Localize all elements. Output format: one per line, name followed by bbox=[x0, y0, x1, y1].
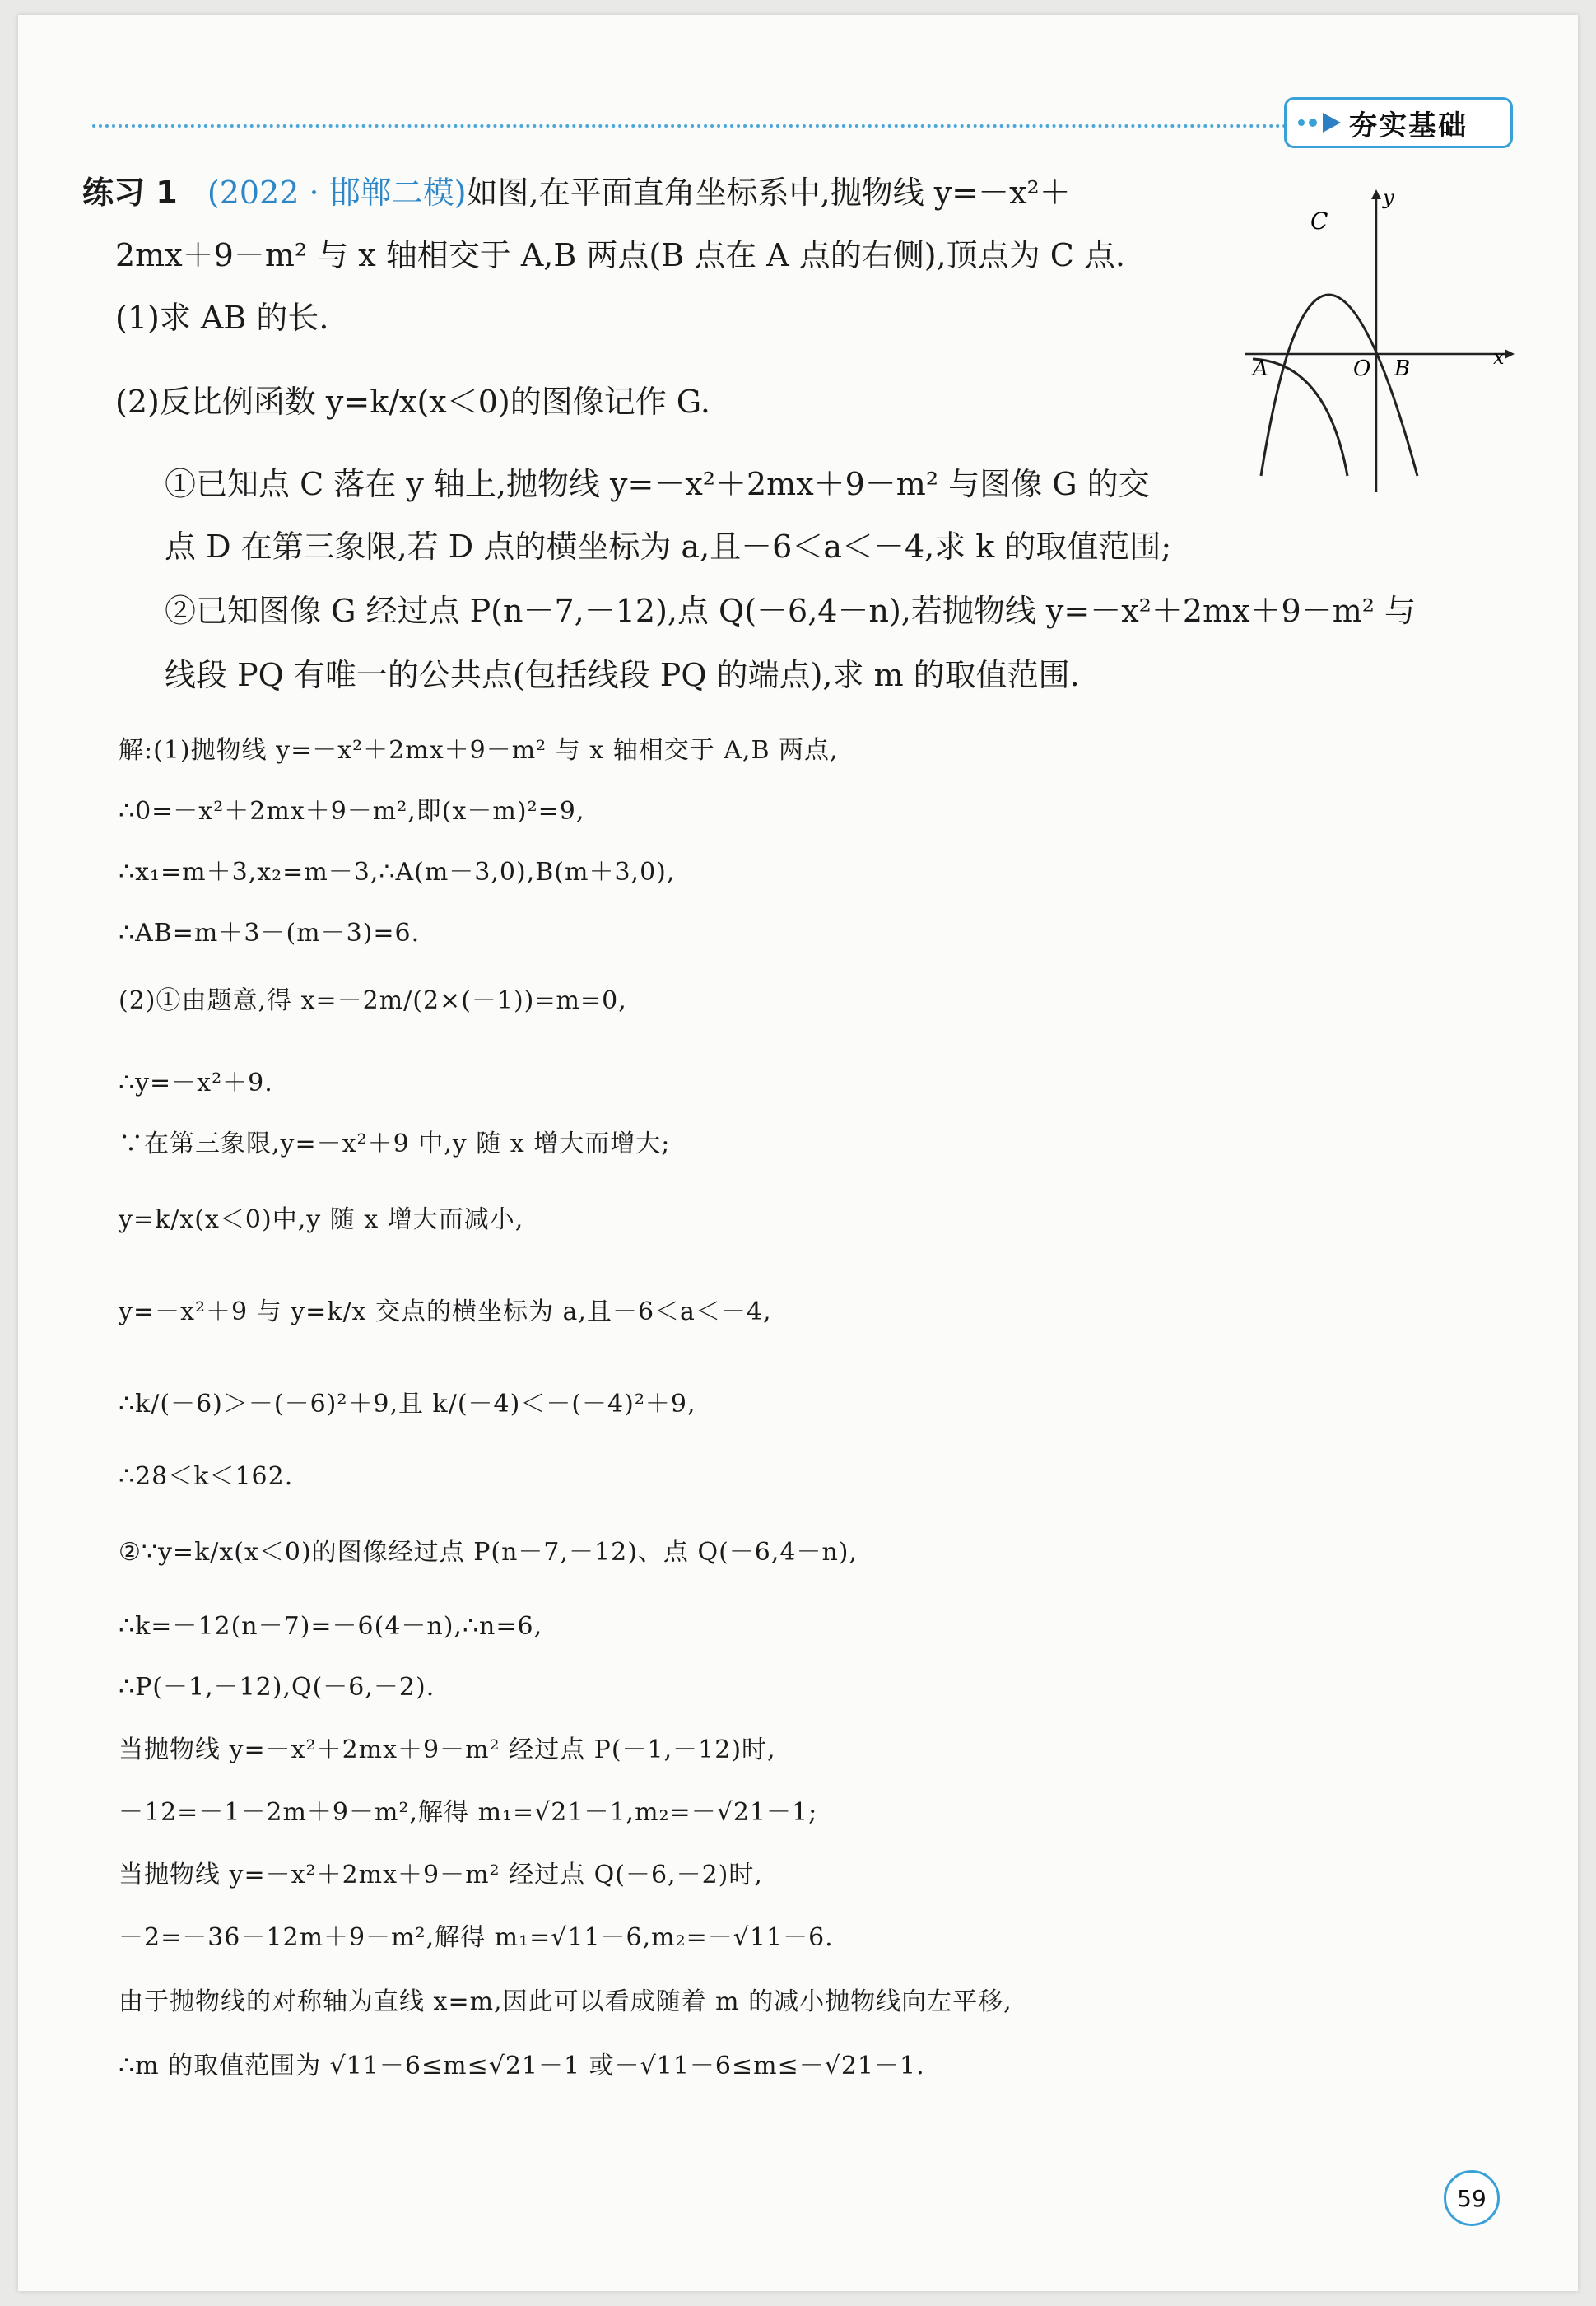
label-b: B bbox=[1394, 356, 1411, 381]
exercise-line: 如图,在平面直角坐标系中,抛物线 y=－x²＋ bbox=[466, 175, 1071, 211]
solution-line: ∵在第三象限,y=－x²＋9 中,y 随 x 增大而增大; bbox=[119, 1130, 671, 1158]
label-y: y bbox=[1383, 186, 1394, 209]
exercise-line: 点 D 在第三象限,若 D 点的横坐标为 a,且－6＜a＜－4,求 k 的取值范围; bbox=[165, 529, 1172, 565]
solution-line: －2=－36－12m＋9－m²,解得 m₁=√11－6,m₂=－√11－6. bbox=[119, 1923, 834, 1952]
solution-line: ∴k/(－6)＞－(－6)²＋9,且 k/(－4)＜－(－4)²＋9, bbox=[119, 1390, 696, 1419]
section-badge bbox=[1284, 97, 1513, 148]
solution-line: y=k/x(x＜0)中,y 随 x 增大而减小, bbox=[119, 1205, 524, 1234]
solution-line: (2)①由题意,得 x=－2m/(2×(－1))=m=0, bbox=[119, 986, 627, 1015]
exercise-line: ②已知图像 G 经过点 P(n－7,－12),点 Q(－6,4－n),若抛物线 y=－x²＋2mx＋9－m² 与 bbox=[165, 593, 1417, 629]
page-number: 59 bbox=[1444, 2170, 1500, 2226]
solution-line: －12=－1－2m＋9－m²,解得 m₁=√21－1,m₂=－√21－1; bbox=[119, 1798, 818, 1827]
section-title: 夯实基础 bbox=[1349, 109, 1468, 142]
exercise-label: 练习 1 bbox=[82, 175, 178, 211]
header-dotted-rule bbox=[92, 124, 1294, 128]
exercise-line: (1)求 AB 的长. bbox=[115, 300, 329, 336]
solution-line: 当抛物线 y=－x²＋2mx＋9－m² 经过点 Q(－6,－2)时, bbox=[119, 1861, 763, 1889]
label-x: x bbox=[1493, 346, 1505, 369]
solution-line: ∴m 的取值范围为 √11－6≤m≤√21－1 或－√11－6≤m≤－√21－1. bbox=[119, 2052, 925, 2080]
exercise-first-line bbox=[82, 173, 1071, 212]
solution-line: ∴28＜k＜162. bbox=[119, 1462, 294, 1491]
exercise-line: 线段 PQ 有唯一的公共点(包括线段 PQ 的端点),求 m 的取值范围. bbox=[165, 657, 1080, 693]
solution-line: ∴y=－x²＋9. bbox=[119, 1069, 273, 1097]
textbook-page bbox=[18, 15, 1578, 2291]
exercise-line: 2mx＋9－m² 与 x 轴相交于 A,B 两点(B 点在 A 点的右侧),顶点为 C 点. bbox=[115, 237, 1126, 273]
solution-line: ∴x₁=m＋3,x₂=m－3,∴A(m－3,0),B(m＋3,0), bbox=[119, 858, 676, 887]
solution-line: 解:(1)抛物线 y=－x²＋2mx＋9－m² 与 x 轴相交于 A,B 两点, bbox=[119, 736, 839, 765]
solution-line: ∴AB=m＋3－(m－3)=6. bbox=[119, 919, 421, 948]
solution-line: ∴k=－12(n－7)=－6(4－n),∴n=6, bbox=[119, 1612, 543, 1641]
exercise-source: (2022 · 邯郸二模) bbox=[207, 175, 467, 211]
solution-line: y=－x²＋9 与 y=k/x 交点的横坐标为 a,且－6＜a＜－4, bbox=[119, 1297, 772, 1326]
solution-line: 当抛物线 y=－x²＋2mx＋9－m² 经过点 P(－1,－12)时, bbox=[119, 1735, 776, 1764]
double-arrow-icon bbox=[1295, 110, 1344, 135]
label-a: A bbox=[1253, 356, 1268, 381]
solution-line: ②∵y=k/x(x＜0)的图像经过点 P(n－7,－12)、点 Q(－6,4－n), bbox=[119, 1538, 858, 1567]
solution-line: ∴P(－1,－12),Q(－6,－2). bbox=[119, 1673, 435, 1702]
solution-line: ∴0=－x²＋2mx＋9－m²,即(x－m)²=9, bbox=[119, 797, 585, 826]
solution-line: 由于抛物线的对称轴为直线 x=m,因此可以看成随着 m 的减小抛物线向左平移, bbox=[119, 1987, 1012, 2016]
label-o: O bbox=[1353, 356, 1371, 381]
exercise-line: ①已知点 C 落在 y 轴上,抛物线 y=－x²＋2mx＋9－m² 与图像 G 的交 bbox=[165, 466, 1150, 502]
parabola-hyperbola-figure bbox=[1228, 171, 1524, 501]
parabola-curve bbox=[1261, 295, 1417, 476]
exercise-line: (2)反比例函数 y=k/x(x＜0)的图像记作 G. bbox=[115, 384, 710, 420]
label-c: C bbox=[1310, 207, 1328, 235]
